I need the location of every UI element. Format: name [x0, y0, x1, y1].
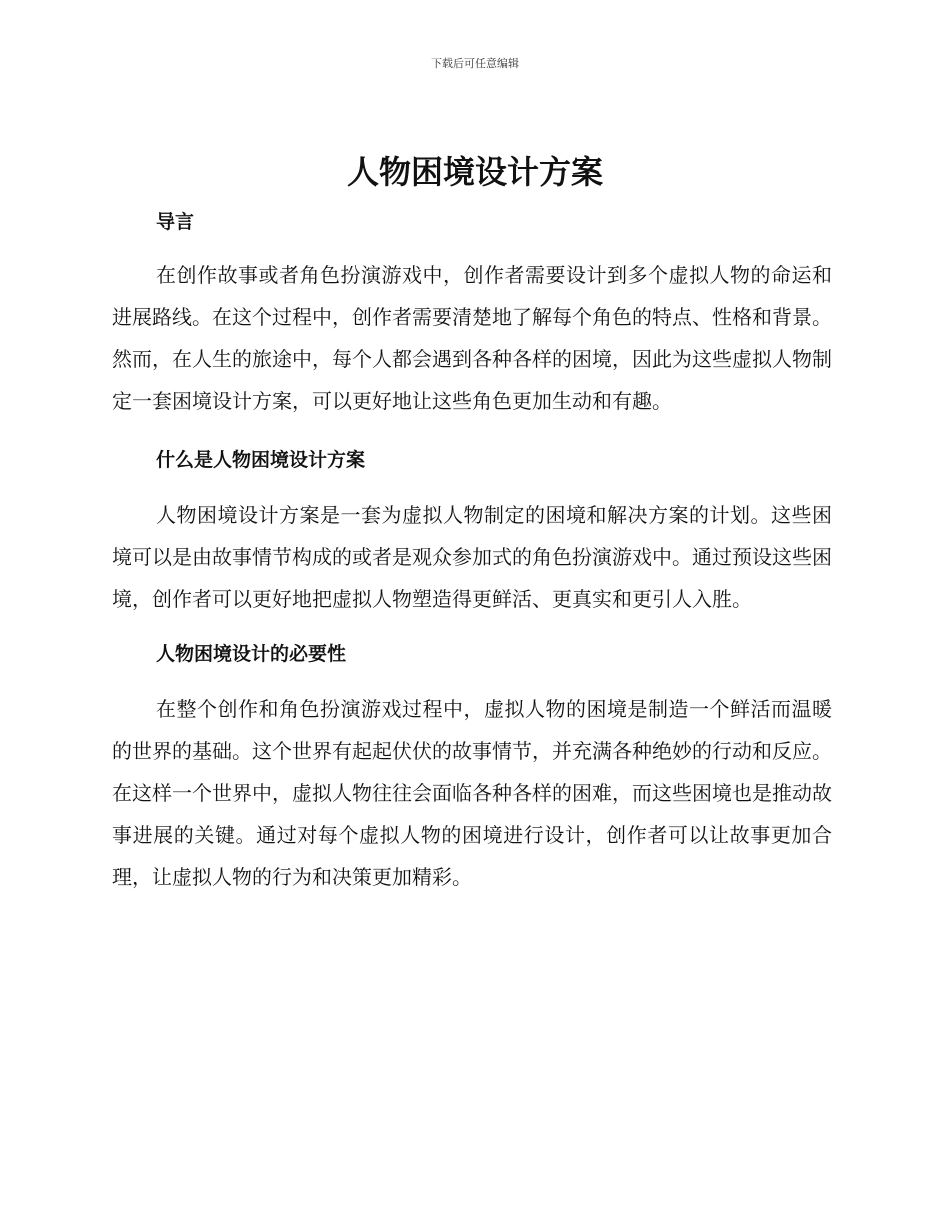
section-paragraph-intro: 在创作故事或者角色扮演游戏中，创作者需要设计到多个虚拟人物的命运和进展路线。在这个过程中，创作者需要清楚地了解每个角色的特点、性格和背景。然而，在人生的旅途中，每个人都会遇到各种各样的困境，因此为这些虚拟人物制定一套困境设计方案，可以更好地让这些角色更加生动和有趣。	[112, 263, 832, 413]
page-header-note: 下载后可任意编辑	[431, 57, 519, 70]
section-heading-definition: 什么是人物困境设计方案	[156, 449, 366, 471]
section-heading-necessity: 人物困境设计的必要性	[156, 643, 347, 665]
section-heading-intro: 导言	[156, 211, 195, 233]
section-paragraph-necessity: 在整个创作和角色扮演游戏过程中，虚拟人物的困境是制造一个鲜活而温暖的世界的基础。这个世界有起起伏伏的故事情节，并充满各种绝妙的行动和反应。在这样一个世界中，虚拟人物往往会面临各种各样的困难，而这些困境也是推动故事进展的关键。通过对每个虚拟人物的困境进行设计，创作者可以让故事更加合理，让虚拟人物的行为和决策更加精彩。	[112, 697, 832, 889]
document-body	[112, 200, 832, 898]
document-title: 人物困境设计方案	[346, 153, 603, 191]
section-paragraph-definition: 人物困境设计方案是一套为虚拟人物制定的困境和解决方案的计划。这些困境可以是由故事情节构成的或者是观众参加式的角色扮演游戏中。通过预设这些困境，创作者可以更好地把虚拟人物塑造得更鲜活、更真实和更引人入胜。	[112, 503, 832, 611]
